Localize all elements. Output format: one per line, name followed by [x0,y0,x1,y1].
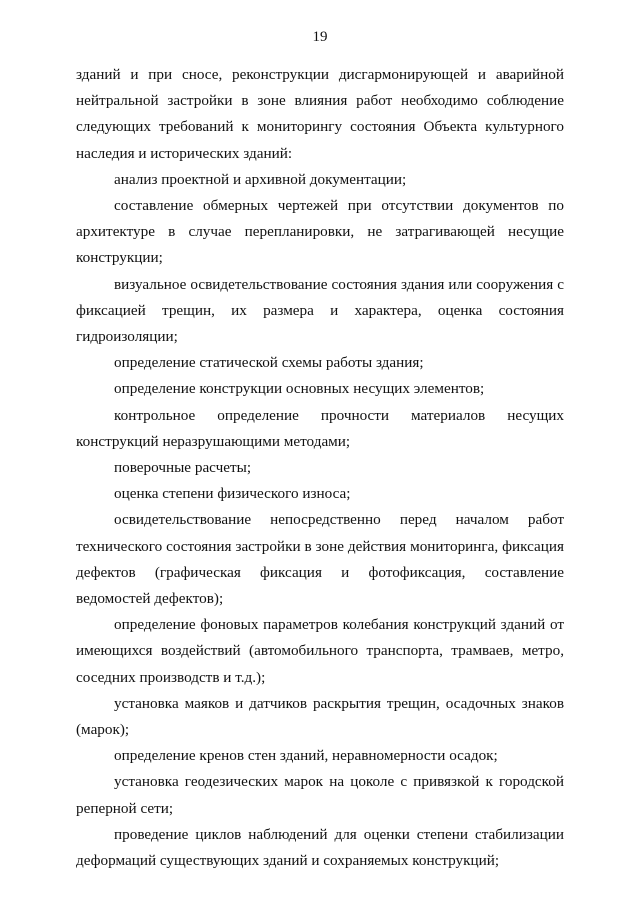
list-item: определение конструкции основных несущих элементов; [114,380,485,398]
list-item: определение кренов стен зданий, неравномерности осадок; [114,747,498,765]
list-item: оценка степени физического износа; [114,485,351,503]
list-item: освидетельствование непосредственно перед началом работ технического состояния застройки в зоне действия мониторинга, фиксация дефектов (графическая фиксация и фотофиксация, составление ведомостей дефектов); [76,511,564,608]
list-item: установка маяков и датчиков раскрытия трещин, осадочных знаков (марок); [76,694,564,739]
list-item: установка геодезических марок на цоколе с привязкой к городской реперной сети; [76,773,564,817]
paragraph-intro: зданий и при сносе, реконструкции дисгармонирующей и аварийной нейтральной застройки в зоне влияния работ необходимо соблюдение следующих требований к мониторингу состояния Объекта культурного наследия и исторических зданий: [76,66,564,162]
list-item: контрольное определение прочности материалов несущих конструкций неразрушающими методами; [76,406,564,450]
page-number: 19 [312,29,328,45]
list-item: определение фоновых параметров колебания конструкций зданий от имеющихся воздействий (автомобильного транспорта, трамваев, метро, соседних производств и т.д.); [76,616,564,686]
list-item: поверочные расчеты; [114,459,252,477]
list-item: проведение циклов наблюдений для оценки степени стабилизации деформаций существующих зданий и сохраняемых конструкций; [76,825,564,870]
list-item: визуальное освидетельствование состояния здания или сооружения с фиксацией трещин, их размера и характера, оценка состояния гидроизоляции; [76,275,564,346]
list-item: определение статической схемы работы здания; [114,354,424,372]
document-body [76,62,564,874]
list-item: анализ проектной и архивной документации; [114,170,407,188]
list-item: составление обмерных чертежей при отсутствии документов по архитектуре в случае перепланировки, не затрагивающей несущие конструкции; [76,197,564,267]
